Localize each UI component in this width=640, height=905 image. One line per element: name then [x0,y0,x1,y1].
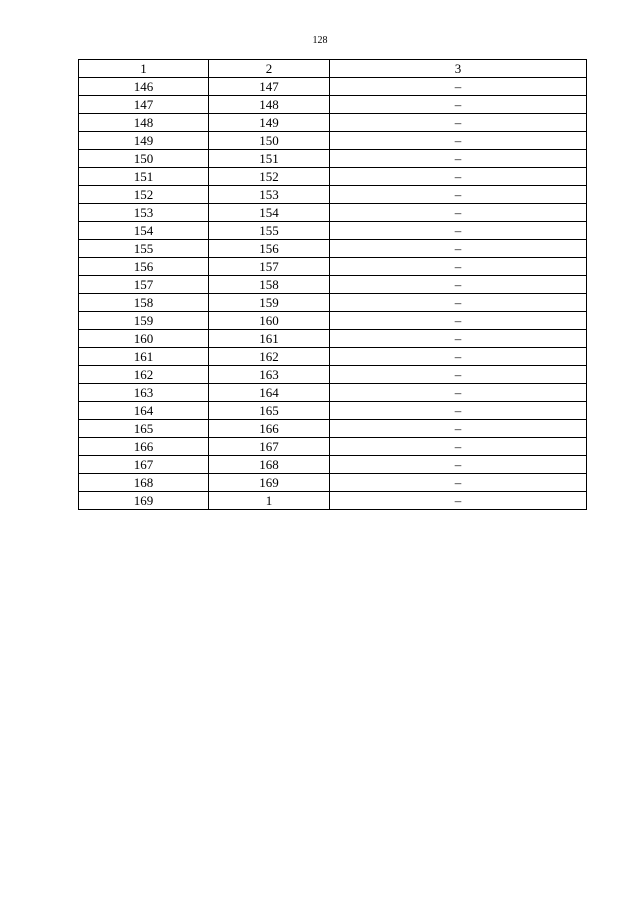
table-header [79,60,587,78]
column-header: 2 [209,60,330,78]
table-row [79,384,587,402]
table-cell: 153 [79,204,209,222]
table-cell: – [330,204,587,222]
table-cell: 169 [209,474,330,492]
table-row [79,366,587,384]
table-row [79,294,587,312]
table-cell: 148 [209,96,330,114]
table-cell: 168 [209,456,330,474]
table-row [79,204,587,222]
table-cell: – [330,150,587,168]
table-cell: 148 [79,114,209,132]
table-row [79,240,587,258]
table-cell: 158 [79,294,209,312]
table-cell: 165 [79,420,209,438]
table-row [79,474,587,492]
table-cell: – [330,366,587,384]
table-cell: 151 [79,168,209,186]
table-cell: 168 [79,474,209,492]
table-row [79,150,587,168]
table-cell: – [330,168,587,186]
table-row [79,132,587,150]
table-cell: 164 [209,384,330,402]
table-cell: – [330,240,587,258]
table-cell: – [330,294,587,312]
table-row [79,456,587,474]
table-row [79,330,587,348]
table-cell: 160 [209,312,330,330]
table-row [79,348,587,366]
column-header: 1 [79,60,209,78]
table-row [79,438,587,456]
table-cell: 154 [209,204,330,222]
table-cell: 161 [79,348,209,366]
table-cell: 154 [79,222,209,240]
table-cell: 162 [209,348,330,366]
table-cell: 146 [79,78,209,96]
table-row [79,276,587,294]
table-row [79,312,587,330]
table-cell: – [330,402,587,420]
table-cell: 164 [79,402,209,420]
table-cell: 156 [209,240,330,258]
table-cell: 161 [209,330,330,348]
table-cell: 159 [79,312,209,330]
table-cell: – [330,420,587,438]
table-cell: 155 [79,240,209,258]
table-cell: – [330,348,587,366]
table-row [79,96,587,114]
table-cell: – [330,222,587,240]
table-cell: – [330,492,587,510]
table-cell: 147 [209,78,330,96]
table-cell: 157 [79,276,209,294]
table-cell: 160 [79,330,209,348]
table-cell: 152 [79,186,209,204]
table-cell: 159 [209,294,330,312]
table-cell: 157 [209,258,330,276]
table-body [79,78,587,510]
table-cell: – [330,456,587,474]
table-row [79,222,587,240]
table-cell: – [330,474,587,492]
table-cell: 153 [209,186,330,204]
table-cell: – [330,276,587,294]
table-cell: 167 [79,456,209,474]
table-cell: – [330,186,587,204]
table-cell: 163 [209,366,330,384]
table-cell: – [330,384,587,402]
table-cell: 162 [79,366,209,384]
table-cell: – [330,96,587,114]
page-number: 128 [312,35,328,46]
table-cell: 158 [209,276,330,294]
table-cell: 150 [79,150,209,168]
table-row [79,420,587,438]
table-cell: 166 [79,438,209,456]
table-cell: 167 [209,438,330,456]
table-cell: – [330,438,587,456]
table-cell: 149 [79,132,209,150]
table-cell: 155 [209,222,330,240]
table-row [79,114,587,132]
table-cell: 1 [209,492,330,510]
header-row [79,60,587,78]
table-cell: 166 [209,420,330,438]
table-row [79,492,587,510]
table-cell: 156 [79,258,209,276]
table-cell: 163 [79,384,209,402]
table-row [79,78,587,96]
table-cell: 165 [209,402,330,420]
table-row [79,186,587,204]
table-cell: 151 [209,150,330,168]
data-table [78,59,587,510]
table-cell: 149 [209,114,330,132]
table-cell: 152 [209,168,330,186]
table-cell: 169 [79,492,209,510]
table-cell: – [330,330,587,348]
table-cell: 147 [79,96,209,114]
table-cell: – [330,312,587,330]
column-header: 3 [330,60,587,78]
table-row [79,258,587,276]
table-cell: – [330,258,587,276]
table-row [79,402,587,420]
table-cell: – [330,114,587,132]
table-cell: – [330,132,587,150]
table-row [79,168,587,186]
table-cell: – [330,78,587,96]
table-cell: 150 [209,132,330,150]
